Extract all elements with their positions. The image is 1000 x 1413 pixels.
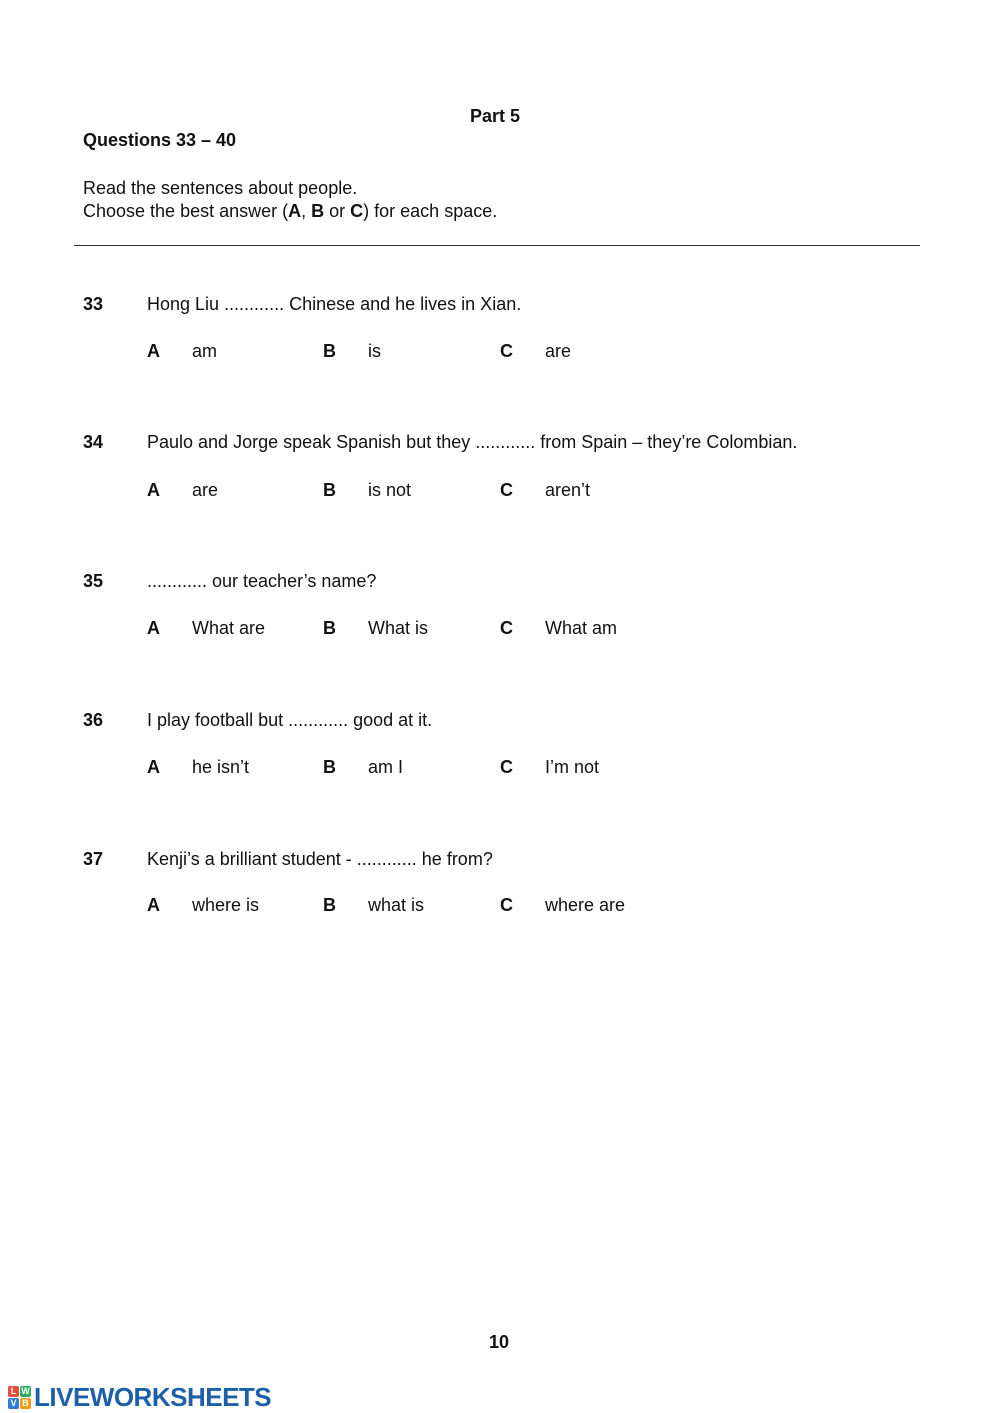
option-letter-b: B [323,757,336,777]
question-number: 36 [83,710,104,730]
instruction-option-c: C [350,201,364,221]
option-text-a[interactable]: he isn’t [192,757,250,777]
instruction-line-2 [83,201,497,222]
option-letter-a: A [147,895,160,915]
divider-line [74,245,920,246]
option-letter-c: C [500,618,513,638]
option-text-c[interactable]: aren’t [545,480,591,500]
option-text-b[interactable]: is [368,341,381,361]
question-stem: I play football but ............ good at it. [147,710,433,730]
instruction-line-1: Read the sentences about people. [83,178,358,198]
option-text-c[interactable]: I’m not [545,757,600,777]
option-text-a[interactable]: where is [192,895,260,915]
logo-block: V [8,1398,19,1409]
instruction-text: , [301,201,312,221]
option-letter-c: C [500,480,513,500]
question-stem: Hong Liu ............ Chinese and he lives in Xian. [147,294,522,314]
option-letter-c: C [500,341,513,361]
option-letter-c: C [500,757,513,777]
logo-block: W [21,1386,30,1396]
logo-text: LIVEWORKSHEETS [34,1382,272,1412]
logo-block: L [8,1386,19,1397]
option-text-a[interactable]: am [192,341,218,361]
option-text-b[interactable]: is not [368,480,412,500]
instruction-text: or [324,201,351,221]
option-letter-a: A [147,480,160,500]
logo-block: B [20,1398,31,1409]
option-letter-b: B [323,341,336,361]
option-text-b[interactable]: am I [368,757,404,777]
question-number: 35 [83,571,104,591]
option-text-c[interactable]: What am [545,618,618,638]
option-letter-c: C [500,895,513,915]
question-number: 33 [83,294,104,314]
option-letter-a: A [147,618,160,638]
option-letter-b: B [323,618,336,638]
part-title: Part 5 [470,106,521,126]
option-letter-a: A [147,341,160,361]
instruction-text: ) for each space. [363,201,498,221]
option-text-b[interactable]: what is [368,895,425,915]
question-number: 37 [83,849,104,869]
option-text-a[interactable]: What are [192,618,266,638]
option-letter-b: B [323,895,336,915]
instruction-option-a: A [288,201,302,221]
option-text-a[interactable]: are [192,480,219,500]
question-number: 34 [83,432,104,452]
questions-range: Questions 33 – 40 [83,130,237,150]
logo-blocks-icon [8,1386,31,1409]
option-text-b[interactable]: What is [368,618,429,638]
question-stem: ............ our teacher’s name? [147,571,377,591]
question-stem: Kenji’s a brilliant student - ............ he from? [147,849,493,869]
liveworksheets-logo[interactable] [8,1382,271,1413]
question-stem: Paulo and Jorge speak Spanish but they ............ from Spain – they’re Colombian. [147,432,798,452]
option-text-c[interactable]: are [545,341,572,361]
instruction-option-b: B [311,201,325,221]
option-letter-a: A [147,757,160,777]
option-letter-b: B [323,480,336,500]
instruction-text: Choose the best answer ( [83,201,289,221]
page-number: 10 [489,1332,510,1352]
option-text-c[interactable]: where are [545,895,626,915]
